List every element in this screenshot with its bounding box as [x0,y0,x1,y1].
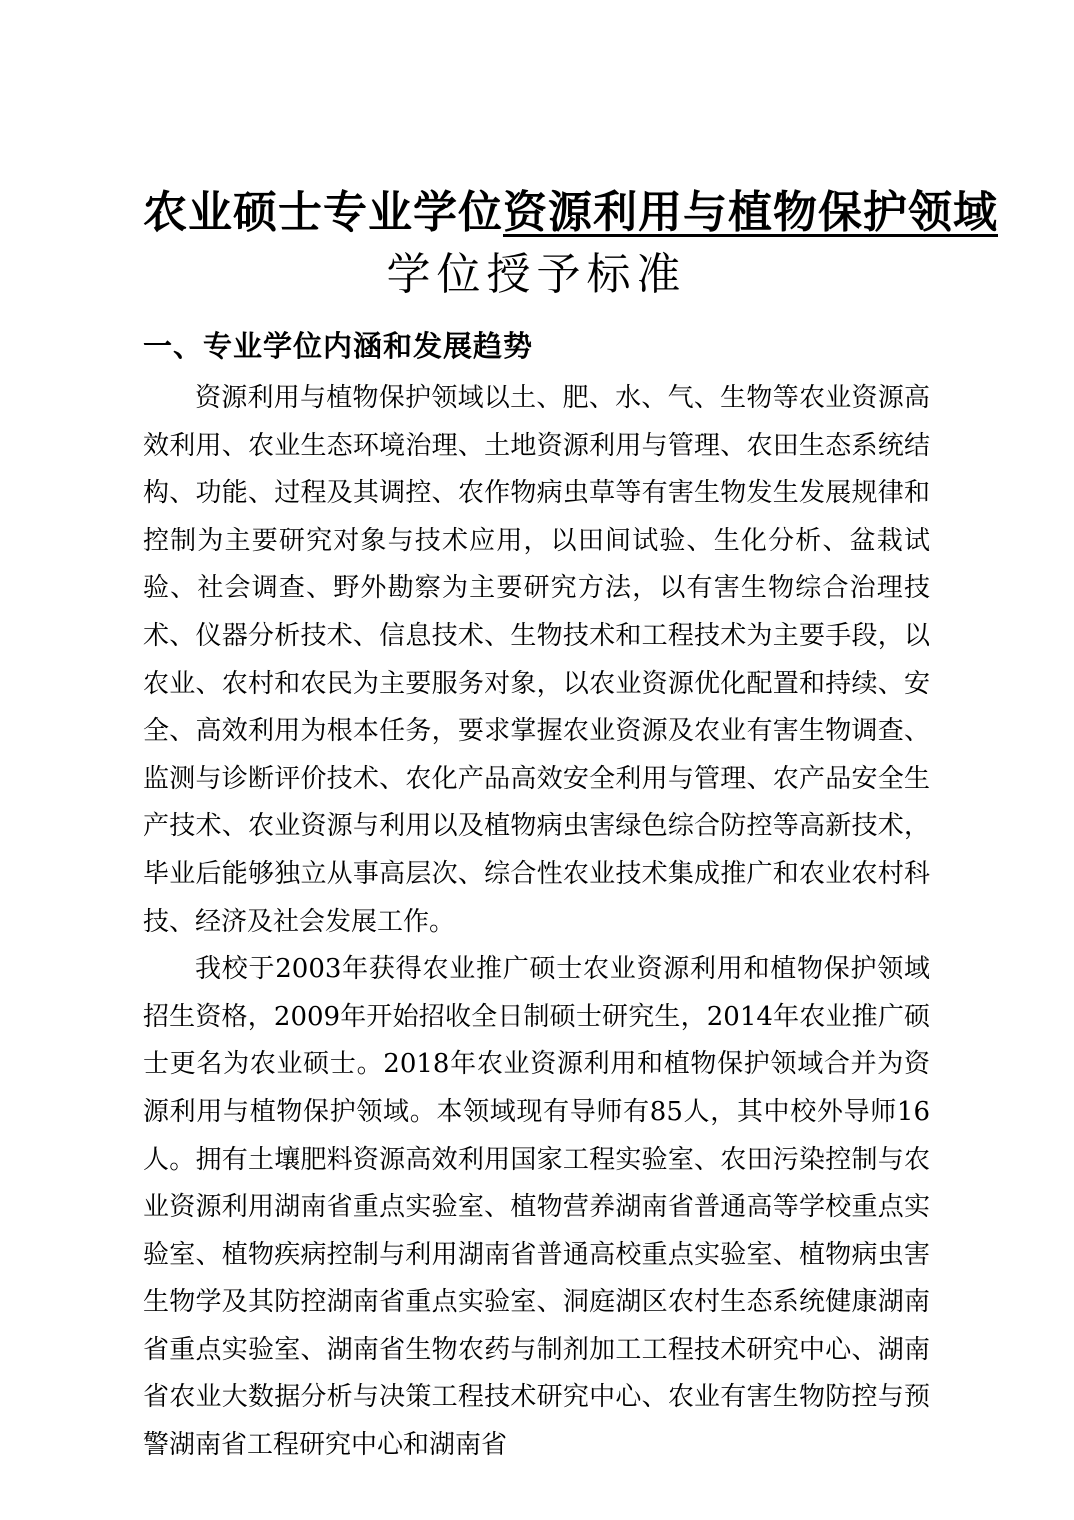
paragraph-2: 我校于2003年获得农业推广硕士农业资源利用和植物保护领域招生资格，2009年开始招收全日制硕士研究生，2014年农业推广硕士更名为农业硕士。2018年农业资源利用和植物保护领域合并为资源利用与植物保护领域。本领域现有导师有85人，其中校外导师16人。拥有土壤肥料资源高效利用国家工程实验室、农田污染控制与农业资源利用湖南省重点实验室、植物营养湖南省普通高等学校重点实验室、植物疾病控制与利用湖南省普通高校重点实验室、植物病虫害生物学及其防控湖南省重点实验室、洞庭湖区农村生态系统健康湖南省重点实验室、湖南省生物农药与制剂加工工程技术研究中心、湖南省农业大数据分析与决策工程技术研究中心、农业有害生物防控与预警湖南省工程研究中心和湖南省 [143,954,930,1461]
paragraph-1: 资源利用与植物保护领域以土、肥、水、气、生物等农业资源高效利用、农业生态环境治理、土地资源利用与管理、农田生态系统结构、功能、过程及其调控、农作物病虫草等有害生物发生发展规律和控制为主要研究对象与技术应用，以田间试验、生化分析、盆栽试验、社会调查、野外勘察为主要研究方法，以有害生物综合治理技术、仪器分析技术、信息技术、生物技术和工程技术为主要手段，以农业、农村和农民为主要服务对象，以农业资源优化配置和持续、安全、高效利用为根本任务，要求掌握农业资源及农业有害生物调查、监测与诊断评价技术、农化产品高效安全利用与管理、农产品安全生产技术、农业资源与利用以及植物病虫害绿色综合防控等高新技术，毕业后能够独立从事高层次、综合性农业技术集成推广和农业农村科技、经济及社会发展工作。 [143,383,930,937]
title-underlined-text: 资源利用与植物保护领域 [503,187,998,238]
section-heading: 一、专业学位内涵和发展趋势 [143,329,534,363]
document-title [143,182,998,306]
title-line-1 [143,182,998,244]
title-plain-text: 农业硕士专业学位 [143,187,503,238]
title-line-2: 学位授予标准 [386,249,687,300]
section-body [143,375,930,1470]
document-content [0,182,1074,1470]
